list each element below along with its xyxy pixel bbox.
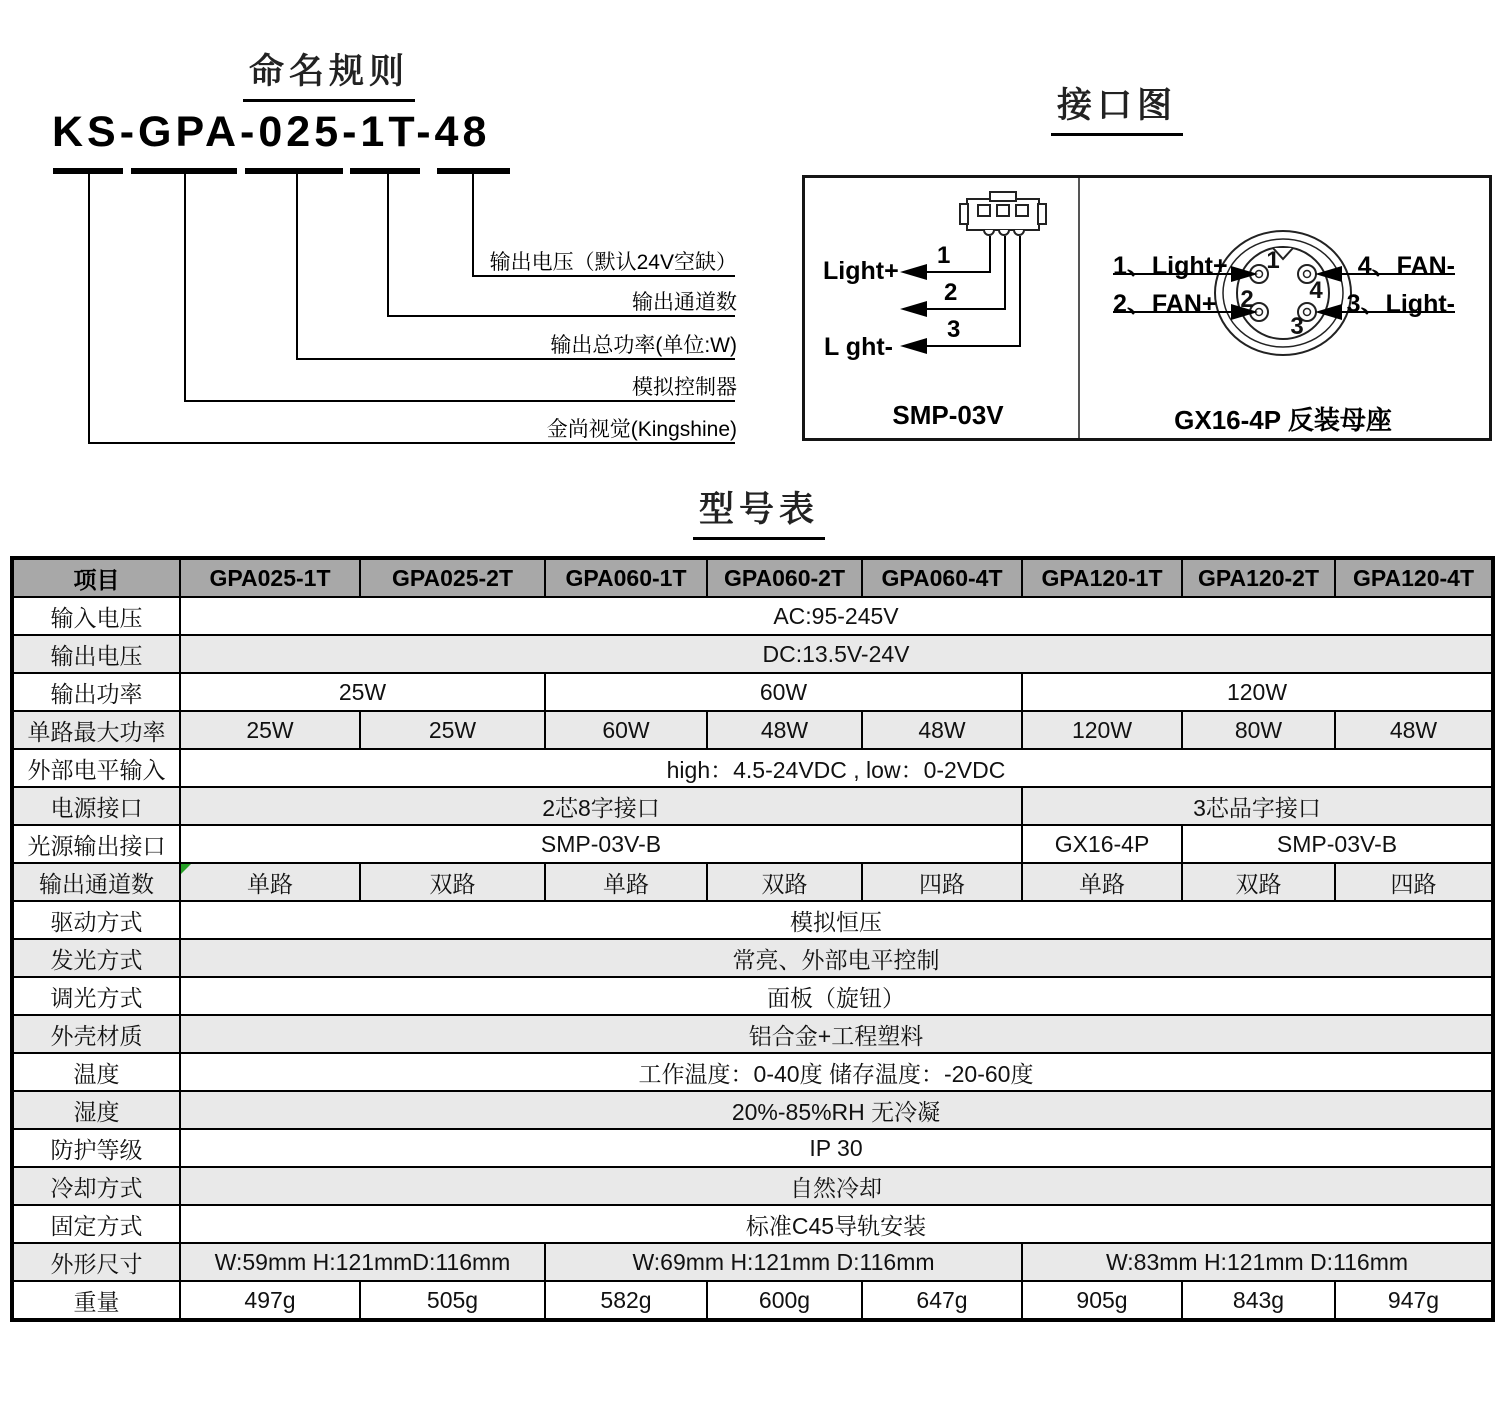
table-cell: 2芯8字接口 <box>180 787 1022 825</box>
table-row <box>12 1167 1493 1205</box>
table-cell: W:69mm H:121mm D:116mm <box>545 1243 1022 1281</box>
row-label: 外壳材质 <box>12 1015 180 1053</box>
table-row <box>12 1053 1493 1091</box>
table-cell: W:83mm H:121mm D:116mm <box>1022 1243 1493 1281</box>
model-segment-underline <box>245 168 343 174</box>
table-row <box>12 1015 1493 1053</box>
wire-arrow-icon <box>1231 266 1258 282</box>
gx16-pin4-label: 4、FAN- <box>1357 252 1455 280</box>
wire-line <box>925 345 1021 347</box>
wire-arrow-icon <box>900 338 927 354</box>
table-cell: 582g <box>545 1281 707 1320</box>
row-label: 输出功率 <box>12 673 180 711</box>
panel-divider <box>1078 178 1080 438</box>
table-cell: 80W <box>1182 711 1335 749</box>
pin-number: 1 <box>937 242 951 269</box>
col-header-model: GPA060-2T <box>707 558 862 597</box>
table-cell: high：4.5-24VDC , low：0-2VDC <box>180 749 1493 787</box>
naming-label-analog-controller: 模拟控制器 <box>632 376 737 399</box>
gx16-pin3-label: 3、Light- <box>1346 290 1455 318</box>
row-label: 输入电压 <box>12 597 180 635</box>
col-header-model: GPA025-1T <box>180 558 360 597</box>
table-cell: SMP-03V-B <box>180 825 1022 863</box>
naming-label-total-power: 输出总功率(单位:W) <box>550 334 737 357</box>
row-label: 输出通道数 <box>12 863 180 901</box>
wire-line <box>1019 236 1021 347</box>
table-cell: 标准C45导轨安装 <box>180 1205 1493 1243</box>
table-row <box>12 939 1493 977</box>
wire-arrow-icon <box>900 301 927 317</box>
table-cell: 四路 <box>862 863 1022 901</box>
table-row <box>12 901 1493 939</box>
table-cell: 双路 <box>707 863 862 901</box>
pin-number: 4 <box>1309 277 1323 304</box>
table-cell: W:59mm H:121mmD:116mm <box>180 1243 545 1281</box>
table-cell: 600g <box>707 1281 862 1320</box>
col-header-item: 项目 <box>12 558 180 597</box>
col-header-model: GPA120-1T <box>1022 558 1182 597</box>
table-cell: 48W <box>707 711 862 749</box>
table-row <box>12 825 1493 863</box>
row-label: 电源接口 <box>12 787 180 825</box>
table-cell: GX16-4P <box>1022 825 1182 863</box>
table-cell: IP 30 <box>180 1129 1493 1167</box>
naming-connector-line <box>88 173 90 442</box>
table-cell: 3芯品字接口 <box>1022 787 1493 825</box>
row-label: 光源输出接口 <box>12 825 180 863</box>
table-cell: 25W <box>360 711 545 749</box>
table-cell: 497g <box>180 1281 360 1320</box>
table-row <box>12 1129 1493 1167</box>
table-cell: 905g <box>1022 1281 1182 1320</box>
col-header-model: GPA025-2T <box>360 558 545 597</box>
gx16-caption: GX16-4P 反装母座 <box>1174 405 1392 435</box>
pin-number: 2 <box>944 279 958 306</box>
table-row <box>12 597 1493 635</box>
table-cell: 面板（旋钮） <box>180 977 1493 1015</box>
smp-pin3-label: L ght- <box>824 333 893 361</box>
table-cell: 48W <box>862 711 1022 749</box>
table-row <box>12 673 1493 711</box>
table-cell: 模拟恒压 <box>180 901 1493 939</box>
smp-pin1-label: Light+ <box>823 257 899 285</box>
table-cell: 120W <box>1022 673 1493 711</box>
row-label: 单路最大功率 <box>12 711 180 749</box>
pin-number: 2 <box>1240 286 1254 313</box>
model-segment-underline <box>350 168 420 174</box>
table-cell: 单路 <box>1022 863 1182 901</box>
wire-arrow-icon <box>900 264 927 280</box>
model-code: KS-GPA-025-1T-48 <box>52 108 491 156</box>
col-header-model: GPA120-2T <box>1182 558 1335 597</box>
row-label: 输出电压 <box>12 635 180 673</box>
smp-caption: SMP-03V <box>892 400 1004 430</box>
row-label: 冷却方式 <box>12 1167 180 1205</box>
wire-line <box>1004 236 1006 309</box>
row-label: 固定方式 <box>12 1205 180 1243</box>
gx16-pin2-label: 2、FAN+ <box>1113 290 1217 318</box>
table-title: 型号表 <box>693 482 825 540</box>
table-cell: 25W <box>180 711 360 749</box>
table-cell: AC:95-245V <box>180 597 1493 635</box>
pin-number: 3 <box>1290 313 1304 340</box>
table-cell: 60W <box>545 673 1022 711</box>
wire-line <box>989 236 991 272</box>
table-cell: SMP-03V-B <box>1182 825 1493 863</box>
table-row <box>12 1205 1493 1243</box>
interface-title: 接口图 <box>1051 78 1183 136</box>
model-table <box>10 556 1495 1322</box>
table-header-row <box>12 558 1493 597</box>
naming-label-brand: 金尚视觉(Kingshine) <box>546 418 737 441</box>
naming-connector-line <box>387 173 389 315</box>
table-cell: 单路 <box>180 863 360 901</box>
table-cell: 947g <box>1335 1281 1493 1320</box>
table-cell: 647g <box>862 1281 1022 1320</box>
table-cell: 843g <box>1182 1281 1335 1320</box>
wire-line <box>925 308 1006 310</box>
table-cell: 四路 <box>1335 863 1493 901</box>
row-label: 发光方式 <box>12 939 180 977</box>
naming-label-output-voltage: 输出电压（默认24V空缺） <box>489 251 737 274</box>
table-cell: 505g <box>360 1281 545 1320</box>
table-row <box>12 749 1493 787</box>
interface-diagram-box <box>802 175 1492 441</box>
naming-connector-line <box>472 173 474 275</box>
table-row <box>12 1281 1493 1320</box>
table-cell: 20%-85%RH 无冷凝 <box>180 1091 1493 1129</box>
pin-number: 3 <box>947 316 961 343</box>
table-cell: 铝合金+工程塑料 <box>180 1015 1493 1053</box>
table-row <box>12 977 1493 1015</box>
wire-arrow-icon <box>1231 304 1258 320</box>
table-row <box>12 1091 1493 1129</box>
smp-connector-drawing <box>957 190 1051 238</box>
table-cell: 60W <box>545 711 707 749</box>
row-label: 重量 <box>12 1281 180 1320</box>
row-label: 外形尺寸 <box>12 1243 180 1281</box>
table-row <box>12 635 1493 673</box>
table-cell: 双路 <box>360 863 545 901</box>
table-cell: 工作温度：0-40度 储存温度：-20-60度 <box>180 1053 1493 1091</box>
table-cell: 25W <box>180 673 545 711</box>
row-label: 外部电平输入 <box>12 749 180 787</box>
table-cell: 自然冷却 <box>180 1167 1493 1205</box>
row-label: 湿度 <box>12 1091 180 1129</box>
table-row <box>12 863 1493 901</box>
table-cell: 单路 <box>545 863 707 901</box>
col-header-model: GPA060-1T <box>545 558 707 597</box>
row-label: 防护等级 <box>12 1129 180 1167</box>
table-cell: DC:13.5V-24V <box>180 635 1493 673</box>
naming-connector-line <box>296 173 298 358</box>
col-header-model: GPA060-4T <box>862 558 1022 597</box>
row-label: 温度 <box>12 1053 180 1091</box>
naming-connector-line <box>184 173 186 400</box>
table-row <box>12 711 1493 749</box>
table-cell: 120W <box>1022 711 1182 749</box>
gx16-pin1-label: 1、Light+ <box>1113 252 1228 280</box>
wire-line <box>925 271 991 273</box>
table-cell: 双路 <box>1182 863 1335 901</box>
naming-label-output-channels: 输出通道数 <box>632 291 737 314</box>
naming-title: 命名规则 <box>243 44 415 102</box>
table-cell: 常亮、外部电平控制 <box>180 939 1493 977</box>
table-row <box>12 1243 1493 1281</box>
table-cell: 48W <box>1335 711 1493 749</box>
row-label: 调光方式 <box>12 977 180 1015</box>
pin-number: 1 <box>1266 247 1280 274</box>
col-header-model: GPA120-4T <box>1335 558 1493 597</box>
table-row <box>12 787 1493 825</box>
row-label: 驱动方式 <box>12 901 180 939</box>
